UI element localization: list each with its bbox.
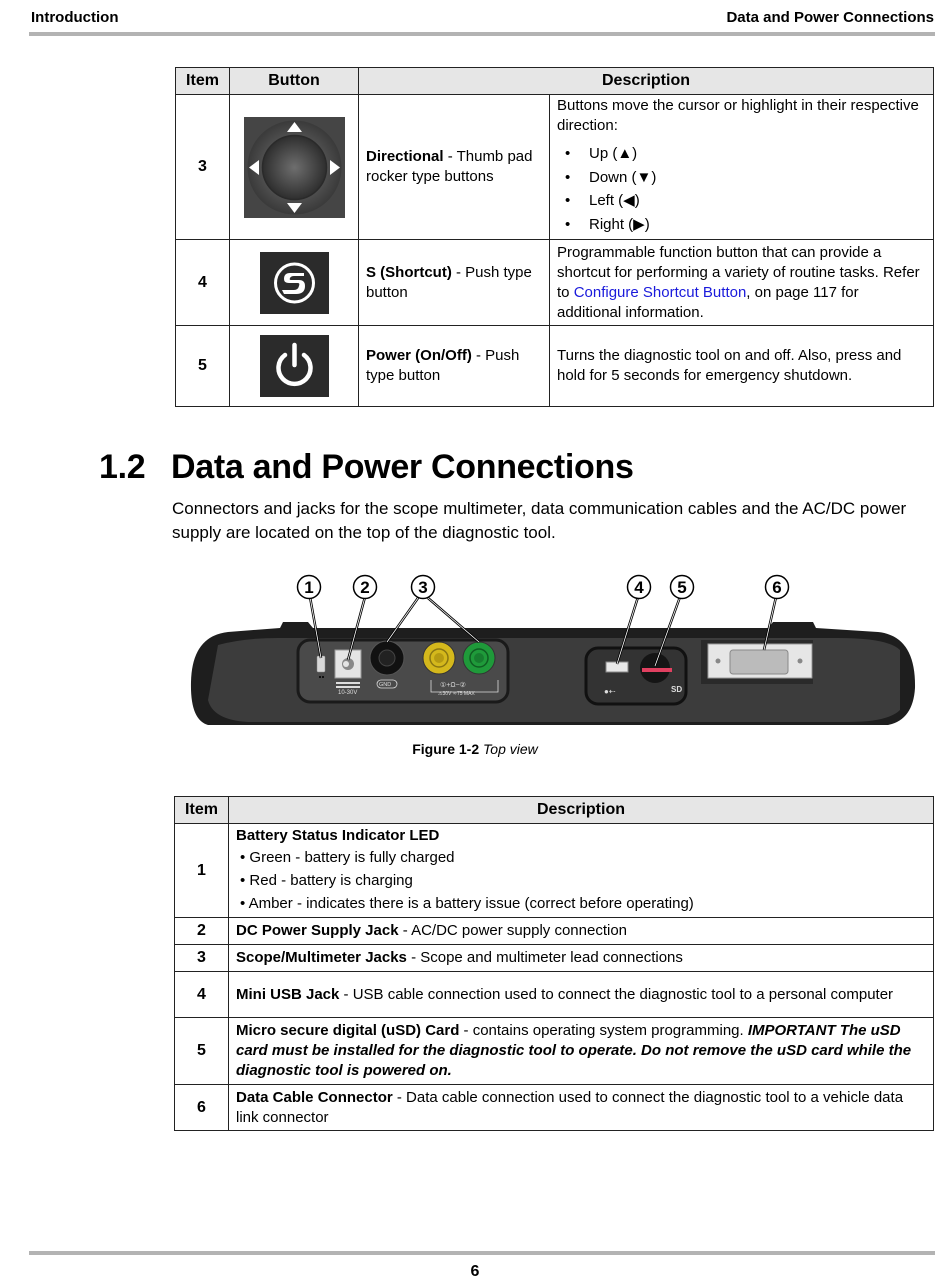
section-heading [99, 448, 634, 487]
item-number: 4 [176, 240, 230, 326]
button-image-cell [230, 95, 359, 240]
row-description: Data Cable Connector - Data cable connection used to connect the diagnostic tool to a vehicle data link connector [229, 1085, 934, 1131]
svg-text:6: 6 [772, 578, 782, 597]
table-row [175, 972, 934, 1018]
section-title: Data and Power Connections [171, 448, 634, 486]
table-row [175, 918, 934, 945]
shortcut-s-icon [260, 252, 329, 314]
svg-text:●⇠: ●⇠ [604, 687, 616, 696]
section-number: 1.2 [99, 448, 146, 486]
list-item: • Left (◀) [557, 189, 926, 213]
svg-text:GND: GND [379, 682, 392, 688]
top-view-figure [188, 570, 918, 735]
table-header-row [176, 68, 934, 95]
list-item: • Up (▲) [557, 142, 926, 166]
item-number: 2 [175, 918, 229, 945]
item-number: 6 [175, 1085, 229, 1131]
row-description: Micro secure digital (uSD) Card - contains operating system programming. IMPORTANT The uSD card must be installed for the diagnostic tool to operate. Do not remove the uSD card while the diagnostic tool is powered on. [229, 1018, 934, 1085]
svg-text:SD: SD [671, 685, 683, 694]
list-item: • Green - battery is fully charged [240, 849, 455, 866]
svg-text:1: 1 [304, 578, 314, 597]
row-description: Battery Status Indicator LED • Green - battery is fully charged • Red - battery is charging • Amber - indicates there is a battery issue (correct before operating) [229, 824, 934, 918]
svg-text:3: 3 [418, 578, 428, 597]
item-number: 5 [175, 1018, 229, 1085]
page-header [31, 9, 934, 29]
svg-text:5: 5 [677, 578, 687, 597]
item-number: 1 [175, 824, 229, 918]
button-name: S (Shortcut) - Push type button [359, 240, 550, 326]
col-button: Button [230, 68, 359, 95]
configure-shortcut-link[interactable]: Configure Shortcut Button [573, 283, 747, 301]
list-item: • Right (▶) [557, 213, 926, 237]
button-description: Programmable function button that can provide a shortcut for performing a variety of routine tasks. Refer to Configure Shortcut Button, on page 117 for additional information. [550, 240, 934, 326]
table-header-row [175, 797, 934, 824]
page-number: 6 [470, 1263, 480, 1280]
button-name: Power (On/Off) - Push type button [359, 326, 550, 407]
header-section: Data and Power Connections [726, 9, 934, 26]
table-row [176, 95, 934, 240]
item-number: 5 [176, 326, 230, 407]
list-item: • Red - battery is charging [240, 872, 413, 889]
table-row [175, 1085, 934, 1131]
col-description: Description [359, 68, 934, 95]
svg-text:⚠30V ≂75 MAX: ⚠30V ≂75 MAX [438, 691, 475, 697]
item-number: 3 [175, 945, 229, 972]
buttons-table [175, 67, 934, 407]
button-image-cell [230, 240, 359, 326]
table-row [175, 824, 934, 918]
button-image-cell [230, 326, 359, 407]
button-description: Buttons move the cursor or highlight in their respective direction: • Up (▲) • Down (▼) • Left (◀) • Right (▶) [550, 95, 934, 240]
list-item: • Amber - indicates there is a battery issue (correct before operating) [240, 895, 694, 912]
connections-table [174, 796, 934, 1131]
row-description: Mini USB Jack - USB cable connection used to connect the diagnostic tool to a personal computer [229, 972, 934, 1018]
item-number: 3 [176, 95, 230, 240]
table-row [176, 240, 934, 326]
list-item: • Down (▼) [557, 166, 926, 190]
power-icon [260, 335, 329, 397]
svg-text:①+Ω−②: ①+Ω−② [440, 682, 466, 689]
section-intro: Connectors and jacks for the scope multimeter, data communication cables and the AC/DC power supply are located on the top of the diagnostic tool. [172, 499, 907, 542]
col-description: Description [229, 797, 934, 824]
header-rule [29, 32, 935, 36]
direction-list [557, 142, 926, 236]
row-description: DC Power Supply Jack - AC/DC power supply connection [229, 918, 934, 945]
row-description: Scope/Multimeter Jacks - Scope and multimeter lead connections [229, 945, 934, 972]
button-description: Turns the diagnostic tool on and off. Also, press and hold for 5 seconds for emergency shutdown. [550, 326, 934, 407]
figure-caption: Figure 1-2 Top view [412, 741, 538, 757]
button-name: Directional - Thumb pad rocker type buttons [359, 95, 550, 240]
item-number: 4 [175, 972, 229, 1018]
directional-pad-icon [244, 117, 345, 218]
col-item: Item [175, 797, 229, 824]
table-row [175, 945, 934, 972]
footer-rule [29, 1251, 935, 1255]
table-row [175, 1018, 934, 1085]
svg-text:10-30V: 10-30V [338, 690, 358, 696]
header-chapter: Introduction [31, 9, 119, 26]
callout-markers [298, 576, 789, 599]
table-row [176, 326, 934, 407]
svg-text:4: 4 [634, 578, 644, 597]
svg-text:2: 2 [360, 578, 370, 597]
col-item: Item [176, 68, 230, 95]
